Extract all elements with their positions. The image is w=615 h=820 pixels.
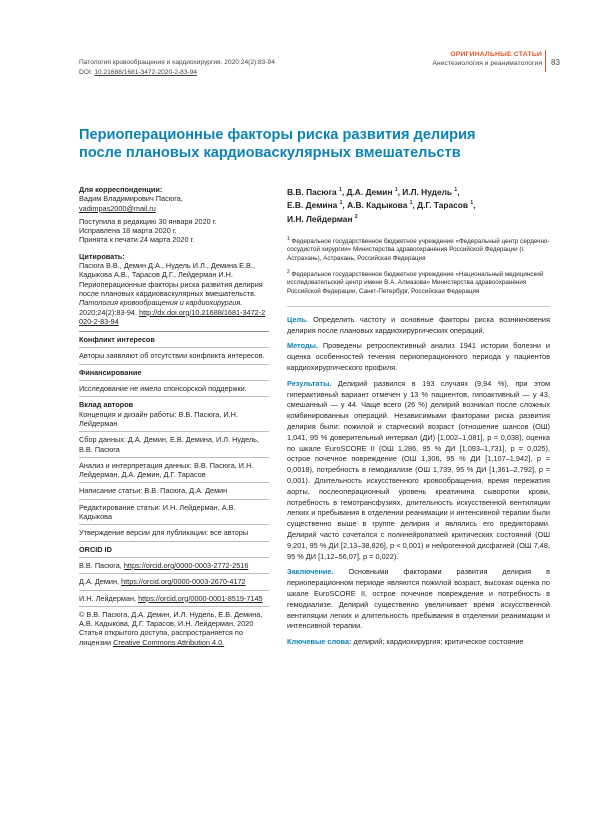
contribution-item: Сбор данных: Д.А. Демин, Е.В. Демина, И.Л. Нудель, В.В. Пасюга [79, 435, 259, 454]
section-label: ОРИГИНАЛЬНЫЕ СТАТЬИ [450, 51, 542, 58]
funding-label: Финансирование [79, 367, 142, 377]
running-header [79, 58, 275, 77]
author-list: В.В. Пасюга $^1$, Д.А. Демин $^1$, И.Л. Нудель $^1$, Е.В. Демина $^1$, А.В. Кадыкова $^1$, Д.Г. Тарасов $^1$, И.Н. Лейдерман $^2$ [287, 186, 476, 224]
orcid-entry: И.Н. Лейдерман, https://orcid.org/0000-0001-8519-7145 [79, 593, 263, 603]
contribution-item: Утверждение версии для публикации: все авторы [79, 528, 249, 538]
abstract-conclusion: Заключение. Основными факторами развития делирия в периоперационном периоде являются пожилой возраст, высокая оценка по шкале EuroSCORE II, острое почечное повреждение и потребность в гемодиализе. Делирий существенно увеличивает время искусственной вентиляции легких и длительность пребывания в отделении реанимации и интенсивной терапии. [287, 567, 550, 631]
license-link[interactable]: Creative Commons Attribution 4.0. [113, 637, 225, 647]
contribution-item: Анализ и интерпретация данных: В.В. Пасюга, И.Н. Лейдерман, Д.А. Демин, Д.Г. Тарасов [79, 460, 254, 480]
conflict-text: Авторы заявляют об отсутствии конфликта интересов. [79, 351, 265, 361]
orcid-link[interactable]: https://orcid.org/0000-0003-2670-4172 [121, 577, 246, 587]
orcid-link[interactable]: https://orcid.org/0000-0003-2772-2516 [123, 560, 249, 570]
section-sublabel: Анестезиология и реаниматология [432, 60, 542, 67]
correspondence-email[interactable]: vadimpas2000@mail.ru [79, 203, 156, 213]
doi-link[interactable]: 10.21688/1681-3472-2020-2-83-94 [94, 68, 198, 76]
cite-label: Цитировать: [79, 251, 125, 261]
journal-citation: Патология кровообращения и кардиохирургия. 2020;24(2):83-94 [79, 59, 275, 66]
orcid-entry: Д.А. Демин, https://orcid.org/0000-0003-2670-4172 [79, 577, 246, 587]
abstract-divider [287, 306, 550, 307]
contributions-label: Вклад авторов [79, 400, 134, 410]
abstract-methods: Методы. Проведены ретроспективный анализ 1941 истории болезни и оценка особенностей течения периоперационного периода у пациентов кардиохирургического профиля. [287, 341, 550, 373]
orcid-label: ORCID ID [79, 544, 112, 554]
correspondence-label: Для корреспонденции: [79, 185, 163, 194]
correspondence-name: Вадим Владимирович Пасюга, [79, 194, 183, 204]
affiliation-2: $^2$ Федеральное государственное бюджетное учреждение «Национальный медицинский исследовательский центр имени В.А. Алмазова» Министерства здравоохранения Российской Федерации, Санкт-Петербург, Российская Федерация [287, 268, 544, 295]
section-header [432, 50, 542, 68]
cite-block: Пасюга В.В., Демин Д.А., Нудель И.Л., Демина Е.В., Кадыкова А.В., Тарасов Д.Г., Лейдерман И.Н. Периоперационные факторы риска развития делирия после плановых кардиоваскулярных вмешательств. Патология кровообращения и кардиохирургия. 2020;24(2):83-94. http://dx.doi.org/10.21688/1681-3472-2020-2-83-94 [79, 261, 266, 326]
received-date: Поступила в редакцию 30 января 2020 г. [79, 216, 217, 226]
funding-text: Исследование не имело спонсорской поддержки. [79, 384, 247, 394]
accepted-date: Принята к печати 24 марта 2020 г. [79, 235, 195, 245]
affiliation-1: $^1$ Федеральное государственное бюджетное учреждение «Федеральный центр сердечно-сосудистой хирургии» Министерства здравоохранения Российской Федерации (г. Астрахань), Астрахань, Российская Федерация [287, 235, 550, 262]
doi-line: DOI: 10.21688/1681-3472-2020-2-83-94 [79, 68, 198, 76]
contribution-item: Написание статьи: В.В. Пасюга, Д.А. Демин [79, 486, 228, 496]
abstract-aim: Цель. Определить частоту и основные факторы риска возникновения делирия после плановых кардиохирургических операций. [287, 314, 550, 335]
orcid-entry: В.В. Пасюга, https://orcid.org/0000-0003-2772-2516 [79, 560, 249, 570]
copyright: © В.В. Пасюга, Д.А. Демин, И.Л. Нудель, Е.В. Демина, А.В. Кадыкова, Д.Г. Тарасов, И.Н. Лейдерман, 2020 [79, 609, 263, 629]
license-text: Статья открытого доступа, распространяется по лицензии Creative Commons Attribution 4.0. [79, 628, 243, 647]
revised-date: Исправлена 18 марта 2020 г. [79, 226, 177, 236]
conflict-label: Конфликт интересов [79, 335, 155, 345]
article-title: Периоперационные факторы риска развития делирия после плановых кардиоваскулярных вмешательств [79, 127, 476, 161]
keywords: Ключевые слова: делирий; кардиохирургия; критическое состояние [287, 637, 524, 647]
orcid-link[interactable]: https://orcid.org/0000-0001-8519-7145 [138, 593, 263, 603]
abstract-results: Результаты. Делирий развился в 193 случаях (9,94 %), при этом гиперактивный вариант отмечен у 13 % пациентов, гипоактивный — у 43, смешанный — у 44. Чаще всего (26 %) делирий возникал после сложных комбинированных операций. Независимыми факторами риска развития делирия были: пожилой и старческий возраст (отношение шансов (ОШ) 1,041, 95 % доверительный интервал (ДИ) [1,002–1,081], p = 0,038), оценка по шкале EuroSCORE II (ОШ 1,286, 95 % ДИ [1,093–1,731], p = 0,025), острое почечное повреждение (ОШ 1,306, 95 % ДИ [1,107–1,942], p = 0,0018), потребность в гемодиализе (ОШ 1,739, 95 % ДИ [1,361–2,792], p = 0,001). Длительность искусственного кровообращения, время пережатия аорты, послеоперационный уровень креатинина сыворотки крови, потребность в гемотрансфузиях, длительность искусственной вентиляции легких и пребывания в отделении реанимации и интенсивной терапии были существенно выше в группе делирия и являлись его предикторами. Делирий часто сочетался с полинейропатией критических состояний (ОШ 9,201, 95 % ДИ [2,13–38,826], p < 0,001) и нейрогенной дисфагией (ОШ 7,48, 95 % ДИ [1,12–56,07], p = 0,022). [287, 378, 550, 561]
sidebar-metadata [79, 185, 269, 647]
header-divider [545, 50, 546, 72]
cite-doi-link[interactable]: http://dx.doi.org/10.21688/1681-3472-2020-2-83-94 [79, 307, 266, 326]
contribution-item: Редактирование статьи: И.Н. Лейдерман, А.В. Кадыкова [79, 502, 236, 522]
contribution-item: Концепция и дизайн работы: В.В. Пасюга, И.Н. Лейдерман [79, 409, 238, 428]
main-column [287, 185, 550, 653]
page-number: 83 [551, 58, 560, 67]
